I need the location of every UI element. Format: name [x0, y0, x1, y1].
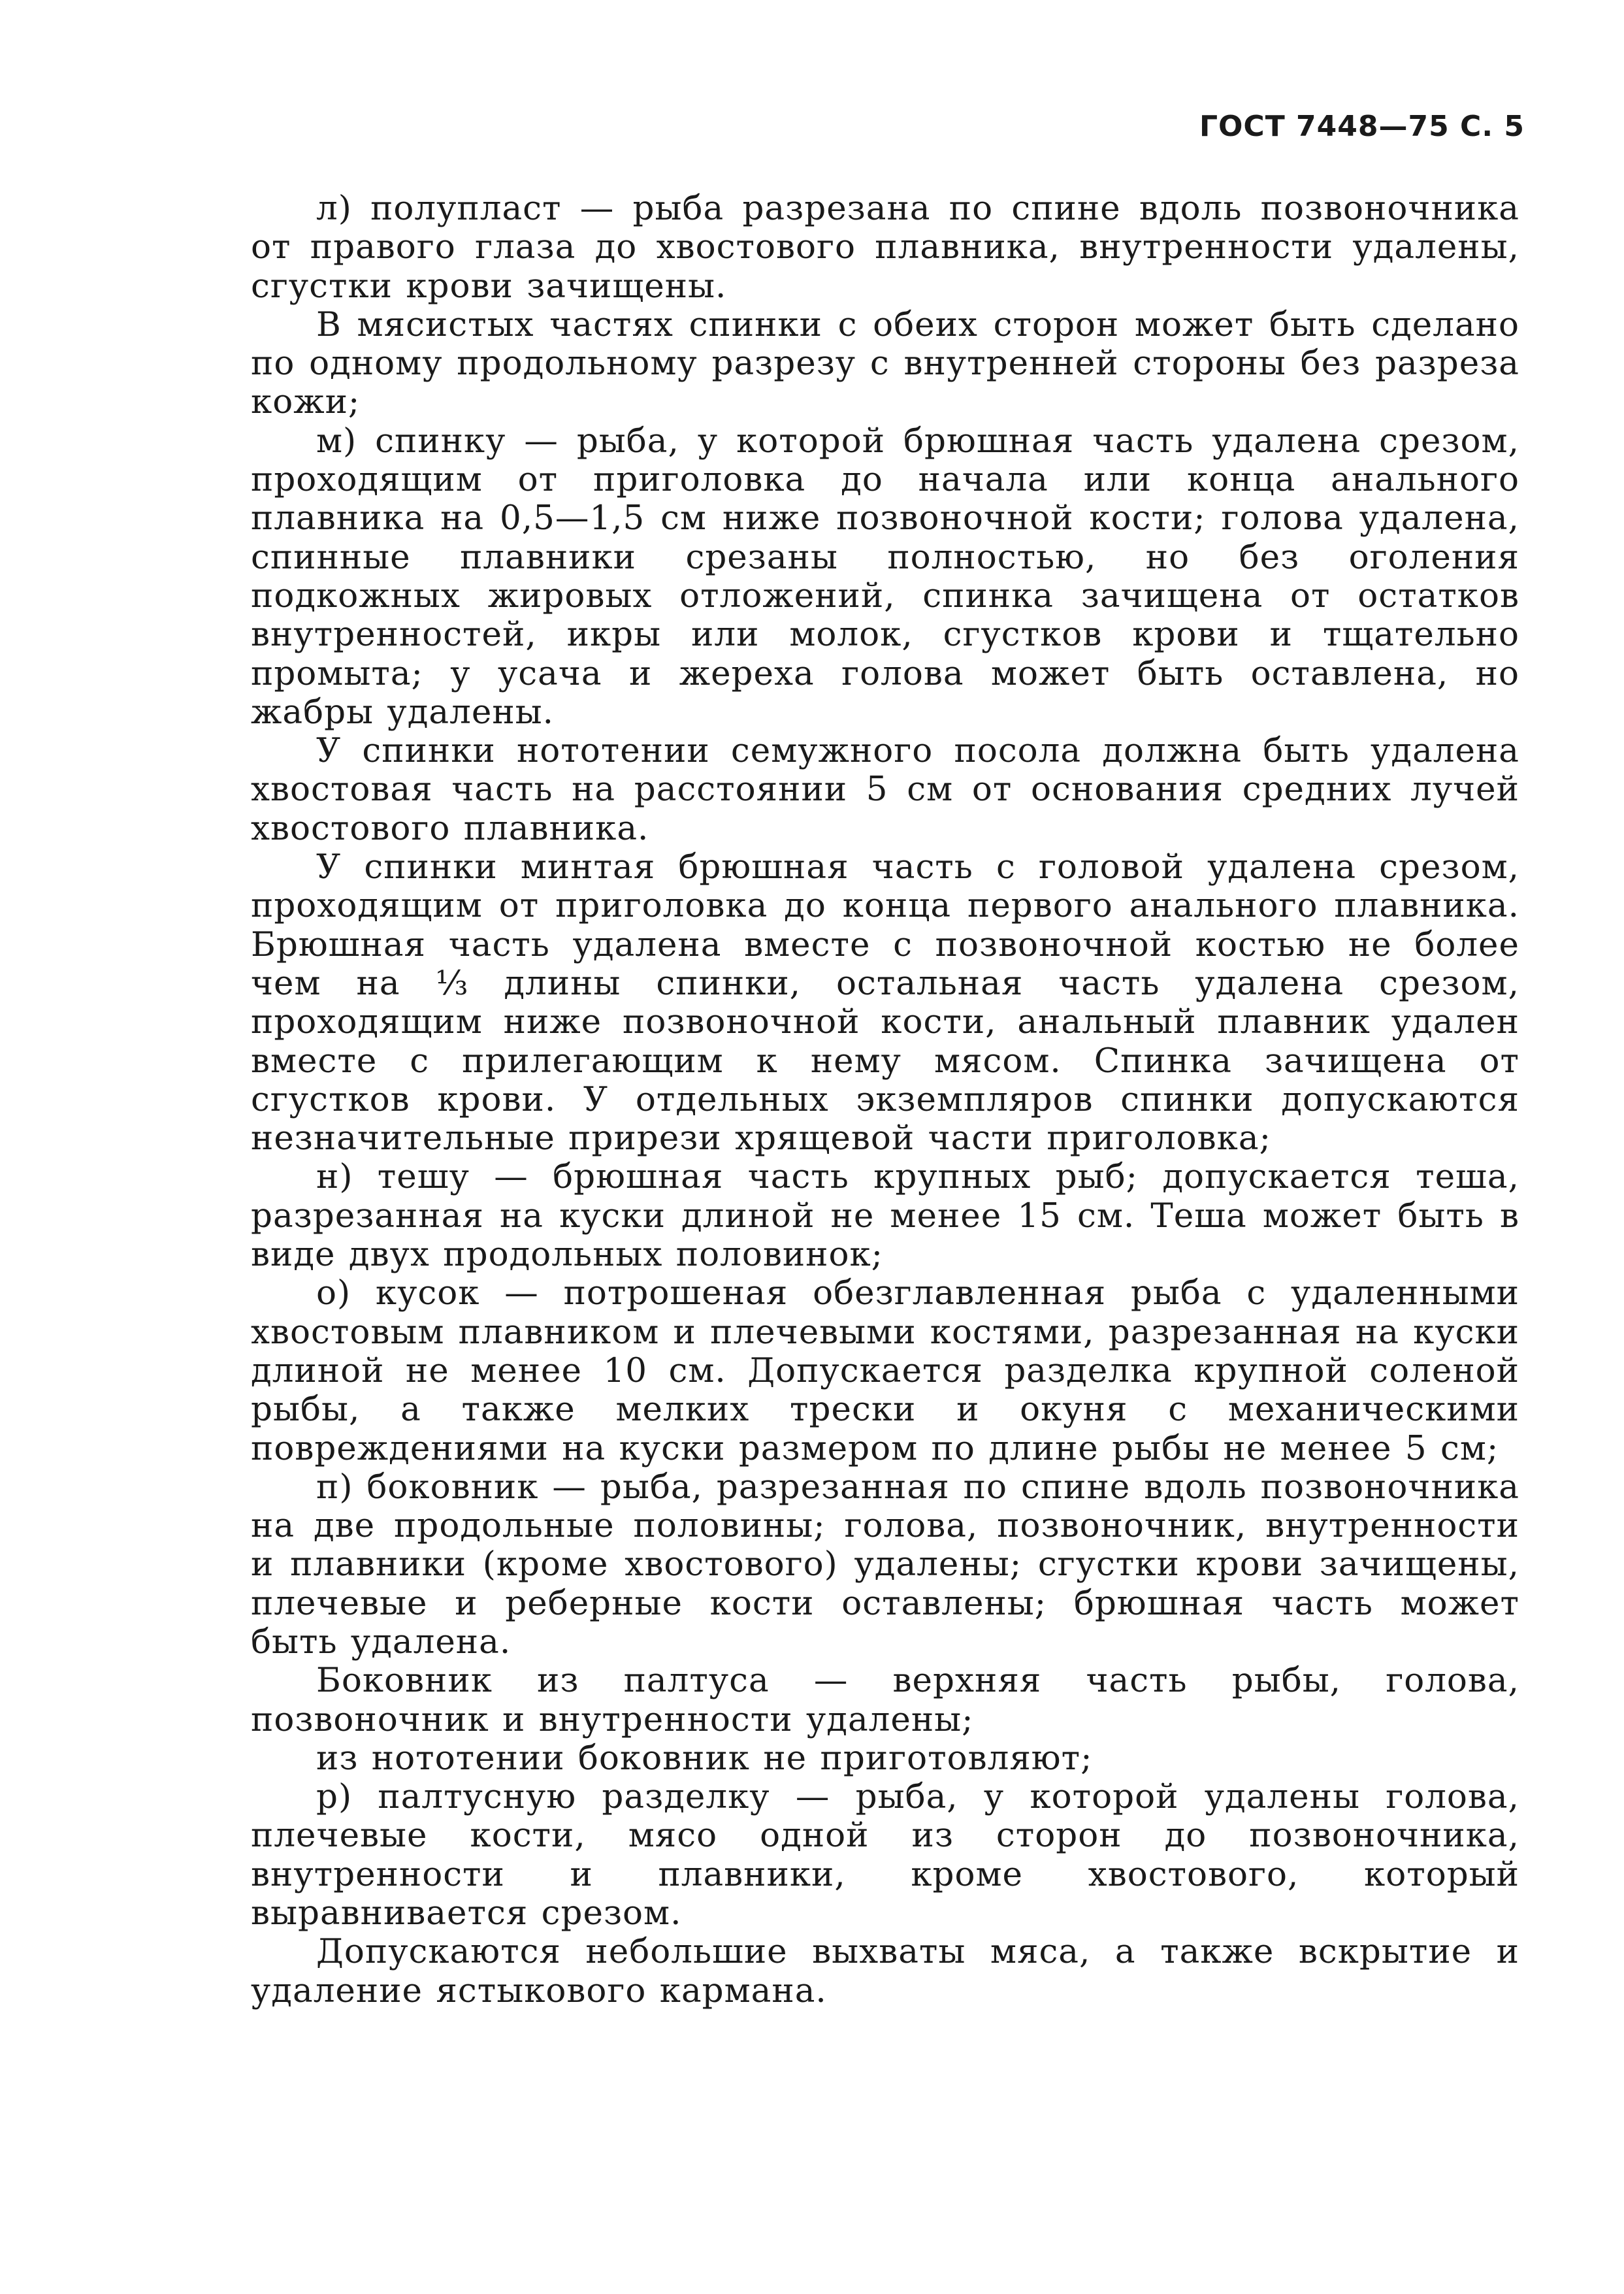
- body-text: [251, 189, 1519, 2010]
- paragraph-mintai-spinka: У спинки минтая брюшная часть с головой удалена срезом, проходящим от приголовка до конца первого анального плавника. Брюшная часть удалена вместе с позвоночной костью не более чем на ⅓ длины спинки, остальная часть удалена срезом, проходящим ниже позвоночной кости, анальный плавник удален вместе с прилегающим к нему мясом. Спинка зачищена от сгустков крови. У отдельных экземпляров спинки допускаются незначительные прирези хрящевой части приголовка;: [251, 847, 1519, 1158]
- paragraph-n-tesha: н) тешу — брюшная часть крупных рыб; допускается теша, разрезанная на куски длиной не менее 15 см. Теша может быть в виде двух продольных половинок;: [251, 1157, 1519, 1275]
- paragraph-m-spinka: м) спинку — рыба, у которой брюшная часть удалена срезом, проходящим от приголовка до начала или конца анального плавника на 0,5—1,5 см ниже позвоночной кости; голова удалена, спинные плавники срезаны полностью, но без оголения подкожных жировых отложений, спинка зачищена от остатков внутренностей, икры или молок, сгустков крови и тщательно промыта; у усача и жереха голова может быть оставлена, но жабры удалены.: [251, 421, 1519, 732]
- paragraph-r-paltus-razdelka: р) палтусную разделку — рыба, у которой удалены голова, плечевые кости, мясо одной из сторон до позвоночника, внутренности и плавники, кроме хвостового, который выравнивается срезом.: [251, 1777, 1519, 1933]
- paragraph-l-polyplast: л) полупласт — рыба разрезана по спине вдоль позвоночника от правого глаза до хвостового плавника, внутренности удалены, сгустки крови зачищены.: [251, 189, 1519, 306]
- paragraph-paltus-bokovnik: Боковник из палтуса — верхняя часть рыбы, голова, позвоночник и внутренности удалены;: [251, 1661, 1519, 1739]
- paragraph-meaty-parts: В мясистых частях спинки с обеих сторон может быть сделано по одному продольному разрезу с внутренней стороны без разреза кожи;: [251, 304, 1519, 422]
- paragraph-p-bokovnik: п) боковник — рыба, разрезанная по спине вдоль позвоночника на две продольные половины; голова, позвоночник, внутренности и плавники (кроме хвостового) удалены; сгустки крови зачищены, плечевые и реберные кости оставлены; брюшная часть может быть удалена.: [251, 1467, 1519, 1662]
- paragraph-o-kusok: о) кусок — потрошеная обезглавленная рыба с удаленными хвостовым плавником и плечевыми костями, разрезанная на куски длиной не менее 10 см. Допускается разделка крупной соленой рыбы, а также мелких трески и окуня с механическими повреждениями на куски размером по длине рыбы не менее 5 см;: [251, 1273, 1519, 1468]
- paragraph-nototenia-bokovnik: из нототении боковник не приготовляют;: [316, 1738, 1093, 1778]
- paragraph-vykhvaty: Допускаются небольшие выхваты мяса, а также вскрытие и удаление ястыкового кармана.: [251, 1932, 1519, 2010]
- paragraph-nototenia-spinka: У спинки нототении семужного посола должна быть удалена хвостовая часть на расстоянии 5 см от основания средних лучей хвостового плавника.: [251, 731, 1519, 848]
- running-header: ГОСТ 7448—75 С. 5: [1199, 110, 1525, 143]
